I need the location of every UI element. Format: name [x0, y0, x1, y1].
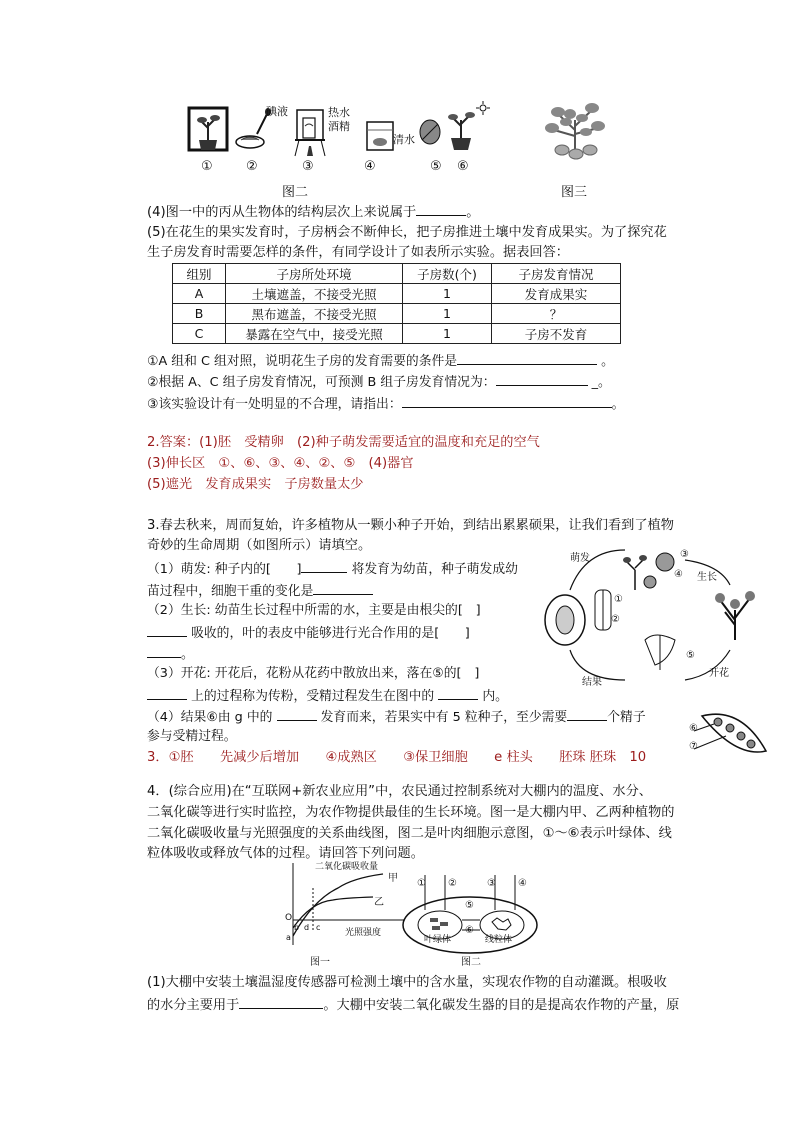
cell-arrow-6: ⑥ — [465, 925, 474, 936]
cell-chloroplast-label: 叶绿体 — [424, 935, 452, 945]
label-iodine: 碘液 — [266, 105, 288, 118]
q4-line2: 二氧化碳等进行实时监控，为农作物提供最佳的生长环境。图一是大棚内甲、乙两种植物的 — [147, 805, 675, 820]
graph-xlabel: 光照强度 — [345, 928, 382, 938]
q2-part4: (4)图一中的丙从生物体的结构层次上来说属于 。 — [147, 201, 479, 223]
cycle-num-5: ⑤ — [686, 650, 695, 661]
cell-arrow-4: ④ — [518, 878, 527, 889]
pod-num-6: ⑥ — [689, 723, 698, 734]
experiment-table — [172, 263, 621, 344]
cycle-num-4: ④ — [674, 569, 683, 580]
figure-3-caption: 图三 — [561, 185, 588, 200]
q3-part4-line2: 参与受精过程。 — [147, 729, 237, 744]
graph-tick-o: O — [285, 913, 293, 923]
q2-answer-line1: 2.答案：(1)胚 受精卵 (2)种子萌发需要适宜的温度和充足的空气 — [147, 435, 540, 450]
q2-sub2: ②根据 A、C 组子房发育情况，可预测 B 组子房发育情况为： _。 — [147, 371, 611, 393]
q3-part2-line2: 吸收的，叶的表皮中能够进行光合作用的是[ ] — [147, 622, 470, 644]
q4-part1-line2: 的水分主要用于 。大棚中安装二氧化碳发生器的目的是提高农作物的产量，原 — [147, 994, 679, 1016]
table-cell: C — [173, 324, 226, 344]
table-cell: 子房不发育 — [492, 324, 621, 344]
q2-part5-line2: 生子房发育时需要怎样的条件，有同学设计了如表所示实验。据表回答： — [147, 245, 569, 260]
table-cell: 土壤遮盖，不接受光照 — [226, 284, 403, 304]
cycle-num-1: ① — [614, 594, 623, 605]
pea-pod-diagram — [686, 706, 776, 766]
graph-ylabel: 二氧化碳吸收量 — [315, 862, 379, 872]
cell-arrow-2: ② — [448, 878, 457, 889]
cycle-label-sprout: 萌发 — [570, 553, 590, 564]
q3-intro-line2: 奇妙的生命周期（如图所示）请填空。 — [147, 538, 372, 553]
cycle-num-3: ③ — [680, 549, 689, 560]
q3-answer: 3．①胚 先减少后增加 ④成熟区 ③保卫细胞 e 柱头 胚珠 胚珠 10 — [147, 750, 647, 765]
table-cell: 1 — [403, 304, 492, 324]
q4-line3: 二氧化碳吸收量与光照强度的关系曲线图，图二是叶肉细胞示意图，①～⑥表示叶绿体、线 — [147, 826, 672, 841]
step-num-2: ② — [246, 159, 258, 174]
figure-2-caption: 图二 — [282, 185, 309, 200]
table-header-row — [173, 264, 621, 284]
step-num-4: ④ — [364, 159, 376, 174]
label-hot-water: 热水 — [328, 106, 350, 119]
q2-sub1: ①A 组和 C 组对照，说明花生子房的发育需要的条件是 。 — [147, 350, 614, 372]
graph-tick-b: b — [294, 923, 300, 932]
cell-arrow-5: ⑤ — [465, 900, 474, 911]
table-row — [173, 284, 621, 304]
q3-part3-line1: （3）开花: 开花后，花粉从花药中散放出来，落在⑤的[ ] — [147, 666, 480, 681]
graph-tick-a: a — [286, 933, 291, 942]
step-num-1: ① — [201, 159, 213, 174]
table-cell: ？ — [492, 304, 621, 324]
table-header: 子房数(个) — [403, 264, 492, 284]
q2-answer-line3: (5)遮光 发育成果实 子房数量太少 — [147, 477, 364, 492]
pod-num-7: ⑦ — [689, 741, 698, 752]
step-num-6: ⑥ — [457, 159, 469, 174]
q4-line4: 粒体吸收或释放气体的过程。请回答下列问题。 — [147, 846, 424, 861]
q2-sub3: ③该实验设计有一处明显的不合理，请指出： 。 — [147, 393, 624, 415]
cell-arrow-1: ① — [417, 878, 426, 889]
q2-answer-line2: (3)伸长区 ①、⑥、③、④、②、⑤ (4)器官 — [147, 456, 414, 471]
table-cell: 暴露在空气中，接受光照 — [226, 324, 403, 344]
cycle-label-bloom: 开花 — [709, 668, 729, 679]
table-header: 组别 — [173, 264, 226, 284]
cell-mitochondria-label: 线粒体 — [485, 935, 513, 945]
q3-part2-line3: 。 — [147, 643, 194, 665]
graph-caption: 图一 — [310, 957, 330, 968]
figure-3-peanut-plant — [540, 100, 610, 160]
table-cell: B — [173, 304, 226, 324]
table-cell: 1 — [403, 324, 492, 344]
q4-line1: 4．(综合应用)在“互联网+新农业应用”中，农民通过控制系统对大棚内的温度、水分、 — [147, 784, 652, 799]
table-header: 子房发育情况 — [492, 264, 621, 284]
cycle-label-fruit: 结果 — [582, 677, 602, 688]
table-cell: 发育成果实 — [492, 284, 621, 304]
q4-part1-line1: (1)大棚中安装土壤温湿度传感器可检测土壤中的含水量，实现农作物的自动灌溉。根吸收 — [147, 975, 667, 990]
step-num-3: ③ — [302, 159, 314, 174]
q3-part2-line1: （2）生长: 幼苗生长过程中所需的水，主要是由根尖的[ ] — [147, 603, 481, 618]
q2-part5-line1: (5)在花生的果实发育时，子房柄会不断伸长，把子房推进土壤中发育成果实。为了探究花 — [147, 225, 667, 240]
table-row — [173, 304, 621, 324]
cell-arrow-3: ③ — [487, 878, 496, 889]
cycle-num-2: ② — [611, 614, 620, 625]
graph-series-yi: 乙 — [374, 897, 384, 908]
cell-caption: 图二 — [461, 957, 481, 968]
q3-part3-line2: 上的过程称为传粉，受精过程发生在图中的 内。 — [147, 685, 508, 707]
label-water: 清水 — [393, 133, 415, 146]
step-num-5: ⑤ — [430, 159, 442, 174]
graph-series-jia: 甲 — [388, 873, 398, 884]
table-row — [173, 324, 621, 344]
table-cell: A — [173, 284, 226, 304]
graph-tick-d: d — [304, 923, 310, 932]
cycle-label-grow: 生长 — [697, 572, 717, 583]
q3-part1-line1: （1）萌发: 种子内的[ ] 将发育为幼苗，种子萌发成幼 — [147, 558, 518, 580]
table-cell: 1 — [403, 284, 492, 304]
label-alcohol: 酒精 — [328, 120, 350, 133]
q3-part1-line2: 苗过程中，细胞干重的变化是 — [147, 580, 373, 602]
q3-part4-line1: （4）结果⑥由 g 中的 发育而来，若果实中有 5 粒种子，至少需要 个精子 — [147, 706, 646, 728]
table-header: 子房所处环境 — [226, 264, 403, 284]
table-cell: 黑布遮盖，不接受光照 — [226, 304, 403, 324]
graph-tick-c: c — [316, 923, 321, 932]
q3-intro-line1: 3.春去秋来，周而复始，许多植物从一颗小种子开始，到结出累累硕果，让我们看到了植物 — [147, 518, 674, 533]
